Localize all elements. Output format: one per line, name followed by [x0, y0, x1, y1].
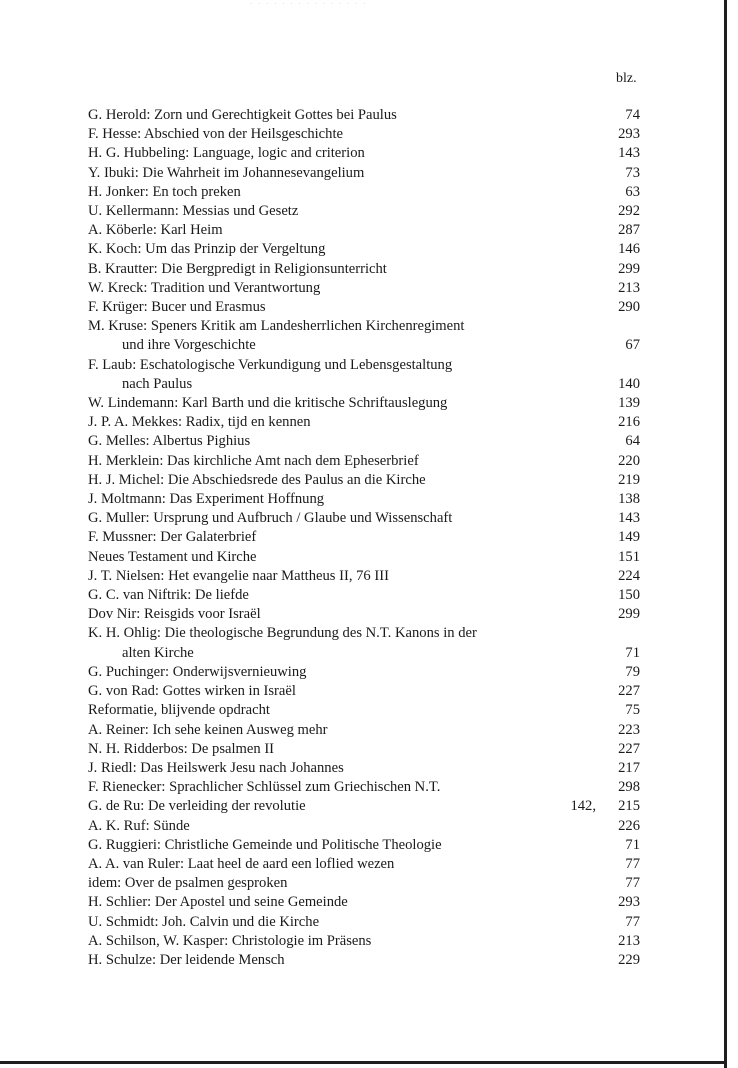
entry-title: Dov Nir: Reisgids voor Israël — [88, 606, 261, 623]
entry-page-number: 216 — [618, 414, 640, 431]
entry-page-number: 219 — [618, 471, 640, 488]
entry-title: Y. Ibuki: Die Wahrheit im Johannesevangelium — [88, 164, 365, 181]
list-item — [88, 932, 640, 951]
list-item — [88, 778, 640, 797]
entry-page-number: 143 — [618, 510, 640, 527]
entry-page-number: 217 — [618, 759, 640, 776]
entry-title: H. J. Michel: Die Abschiedsrede des Paulus an die Kirche — [88, 471, 426, 488]
list-item — [88, 298, 640, 317]
entry-title: H. Schulze: Der leidende Mensch — [88, 951, 285, 968]
list-item — [88, 548, 640, 567]
entry-title: G. Puchinger: Onderwijsvernieuwing — [88, 663, 307, 680]
entry-page-number: 63 — [625, 183, 640, 200]
list-item — [88, 509, 640, 528]
entry-page-number: 71 — [625, 836, 640, 853]
entry-page-number: 64 — [625, 433, 640, 450]
list-item — [88, 855, 640, 874]
list-item — [88, 951, 640, 970]
entry-page-number: 75 — [625, 702, 640, 719]
list-item — [88, 874, 640, 893]
entry-title-continuation: nach Paulus — [122, 375, 193, 392]
entry-title: H. Merklein: Das kirchliche Amt nach dem Epheserbrief — [88, 452, 419, 469]
entry-title: G. Melles: Albertus Pighius — [88, 433, 251, 450]
entry-page-number: 290 — [618, 299, 640, 316]
entry-title: A. K. Ruf: Sünde — [88, 817, 190, 834]
list-item — [88, 144, 640, 163]
entry-title: G. Herold: Zorn und Gerechtigkeit Gottes bei Paulus — [88, 107, 397, 123]
list-item — [88, 663, 640, 682]
list-item — [88, 797, 640, 816]
entry-title: K. Koch: Um das Prinzip der Vergeltung — [88, 241, 326, 258]
list-item — [88, 452, 640, 471]
list-item — [88, 913, 640, 932]
list-item — [88, 701, 640, 720]
list-item — [88, 567, 640, 586]
list-item — [88, 817, 640, 836]
entry-page-number: 77 — [625, 855, 640, 872]
entry-title: F. Krüger: Bucer und Erasmus — [88, 299, 266, 316]
entry-title: U. Kellermann: Messias und Gesetz — [88, 203, 299, 220]
entry-title: A. Köberle: Karl Heim — [88, 222, 223, 239]
list-item — [88, 721, 640, 740]
entry-title: A. Reiner: Ich sehe keinen Ausweg mehr — [88, 721, 328, 738]
list-item — [88, 240, 640, 259]
entry-title: F. Laub: Eschatologische Verkundigung und Lebensgestaltung — [88, 356, 453, 373]
list-item — [88, 682, 640, 701]
entry-title: H. G. Hubbeling: Language, logic and criterion — [88, 145, 365, 162]
entry-title: G. Muller: Ursprung und Aufbruch / Glaube und Wissenschaft — [88, 510, 453, 527]
page-border-bottom — [0, 1061, 727, 1064]
entry-title: A. A. van Ruler: Laat heel de aard een loflied wezen — [88, 855, 395, 872]
entry-page-number: 77 — [625, 913, 640, 930]
entry-title: J. Riedl: Das Heilswerk Jesu nach Johannes — [88, 759, 344, 776]
entry-title: W. Lindemann: Karl Barth und die kritische Schriftauslegung — [88, 395, 448, 412]
entry-page-number: 298 — [618, 779, 640, 796]
list-item — [88, 893, 640, 912]
entry-page-number: 73 — [625, 164, 640, 181]
list-item — [88, 279, 640, 298]
entry-title: G. Ruggieri: Christliche Gemeinde und Politische Theologie — [88, 836, 442, 853]
list-item — [88, 221, 640, 240]
list-item — [88, 740, 640, 759]
entry-title: M. Kruse: Speners Kritik am Landesherrlichen Kirchenregiment — [88, 318, 465, 335]
entry-page-number: 292 — [618, 203, 640, 220]
list-item — [88, 759, 640, 778]
entry-title: N. H. Ridderbos: De psalmen II — [88, 740, 275, 757]
entry-title: Neues Testament und Kirche — [88, 548, 257, 565]
entry-page-number: 139 — [618, 395, 640, 412]
entry-page-number: 140 — [618, 375, 640, 392]
list-item — [88, 605, 640, 624]
entry-page-number: 138 — [618, 491, 640, 508]
entry-page-number: 150 — [618, 587, 640, 604]
scan-artifact: · · · · · · · · · · · · · · · — [250, 0, 368, 8]
entry-title: J. T. Nielsen: Het evangelie naar Mattheus II, 76 III — [88, 567, 389, 584]
entry-page-number: 146 — [618, 241, 640, 258]
entry-title: W. Kreck: Tradition und Verantwortung — [88, 279, 321, 296]
entry-page-number: 223 — [618, 721, 640, 738]
entry-page-number: 227 — [618, 683, 640, 700]
entry-page-number: 226 — [618, 817, 640, 834]
entry-title: J. Moltmann: Das Experiment Hoffnung — [88, 491, 325, 508]
entry-page-number: 74 — [625, 107, 640, 123]
entry-title: A. Schilson, W. Kasper: Christologie im Präsens — [88, 932, 372, 949]
list-item — [88, 202, 640, 221]
entry-page-number: 71 — [625, 644, 640, 661]
list-item — [88, 586, 640, 605]
entry-page-number: 227 — [618, 740, 640, 757]
entry-title: J. P. A. Mekkes: Radix, tijd en kennen — [88, 414, 311, 431]
entry-page-number: 213 — [618, 932, 640, 949]
list-item — [88, 413, 640, 432]
entry-page-number: 293 — [618, 894, 640, 911]
page-column-header: blz. — [616, 71, 637, 86]
entry-title: F. Mussner: Der Galaterbrief — [88, 529, 257, 546]
list-item — [88, 836, 640, 855]
entry-title: B. Krautter: Die Bergpredigt in Religionsunterricht — [88, 260, 387, 277]
list-item — [88, 183, 640, 202]
entry-extra-page-number: 142, — [570, 798, 596, 815]
entry-page-number: 229 — [618, 951, 640, 968]
list-item — [88, 624, 640, 662]
entry-page-number: 67 — [625, 337, 640, 354]
entry-page-number: 149 — [618, 529, 640, 546]
entry-page-number: 143 — [618, 145, 640, 162]
entry-title: F. Hesse: Abschied von der Heilsgeschichte — [88, 126, 343, 143]
list-item — [88, 164, 640, 183]
entry-title: U. Schmidt: Joh. Calvin und die Kirche — [88, 913, 320, 930]
entry-page-number: 77 — [625, 875, 640, 892]
entry-title: G. de Ru: De verleiding der revolutie — [88, 798, 306, 815]
entry-title: Reformatie, blijvende opdracht — [88, 702, 270, 719]
entry-page-number: 224 — [618, 567, 640, 584]
entry-title: idem: Over de psalmen gesproken — [88, 875, 288, 892]
list-item — [88, 125, 640, 144]
entry-title: K. H. Ohlig: Die theologische Begrundung des N.T. Kanons in der — [88, 625, 477, 642]
list-item — [88, 490, 640, 509]
entry-title: H. Schlier: Der Apostel und seine Gemeinde — [88, 894, 348, 911]
entry-page-number: 215 — [618, 798, 640, 815]
entry-page-number: 299 — [618, 606, 640, 623]
list-item — [88, 432, 640, 451]
entry-title: G. von Rad: Gottes wirken in Israël — [88, 683, 296, 700]
entry-page-number: 151 — [618, 548, 640, 565]
entry-page-number: 220 — [618, 452, 640, 469]
entry-title-continuation: und ihre Vorgeschichte — [122, 337, 256, 354]
entry-page-number: 293 — [618, 126, 640, 143]
list-item — [88, 471, 640, 490]
list-item — [88, 106, 640, 125]
list-item — [88, 394, 640, 413]
entry-page-number: 79 — [625, 663, 640, 680]
entry-page-number: 299 — [618, 260, 640, 277]
entry-page-number: 213 — [618, 279, 640, 296]
entry-title: F. Rienecker: Sprachlicher Schlüssel zum Griechischen N.T. — [88, 779, 441, 796]
page-border-right — [724, 0, 727, 1068]
entry-title-continuation: alten Kirche — [122, 644, 194, 661]
entry-title: G. C. van Niftrik: De liefde — [88, 587, 249, 604]
entry-title: H. Jonker: En toch preken — [88, 183, 241, 200]
list-item — [88, 528, 640, 547]
list-item — [88, 356, 640, 394]
entry-page-number: 287 — [618, 222, 640, 239]
list-item — [88, 317, 640, 355]
list-item — [88, 260, 640, 279]
book-list — [88, 106, 640, 970]
